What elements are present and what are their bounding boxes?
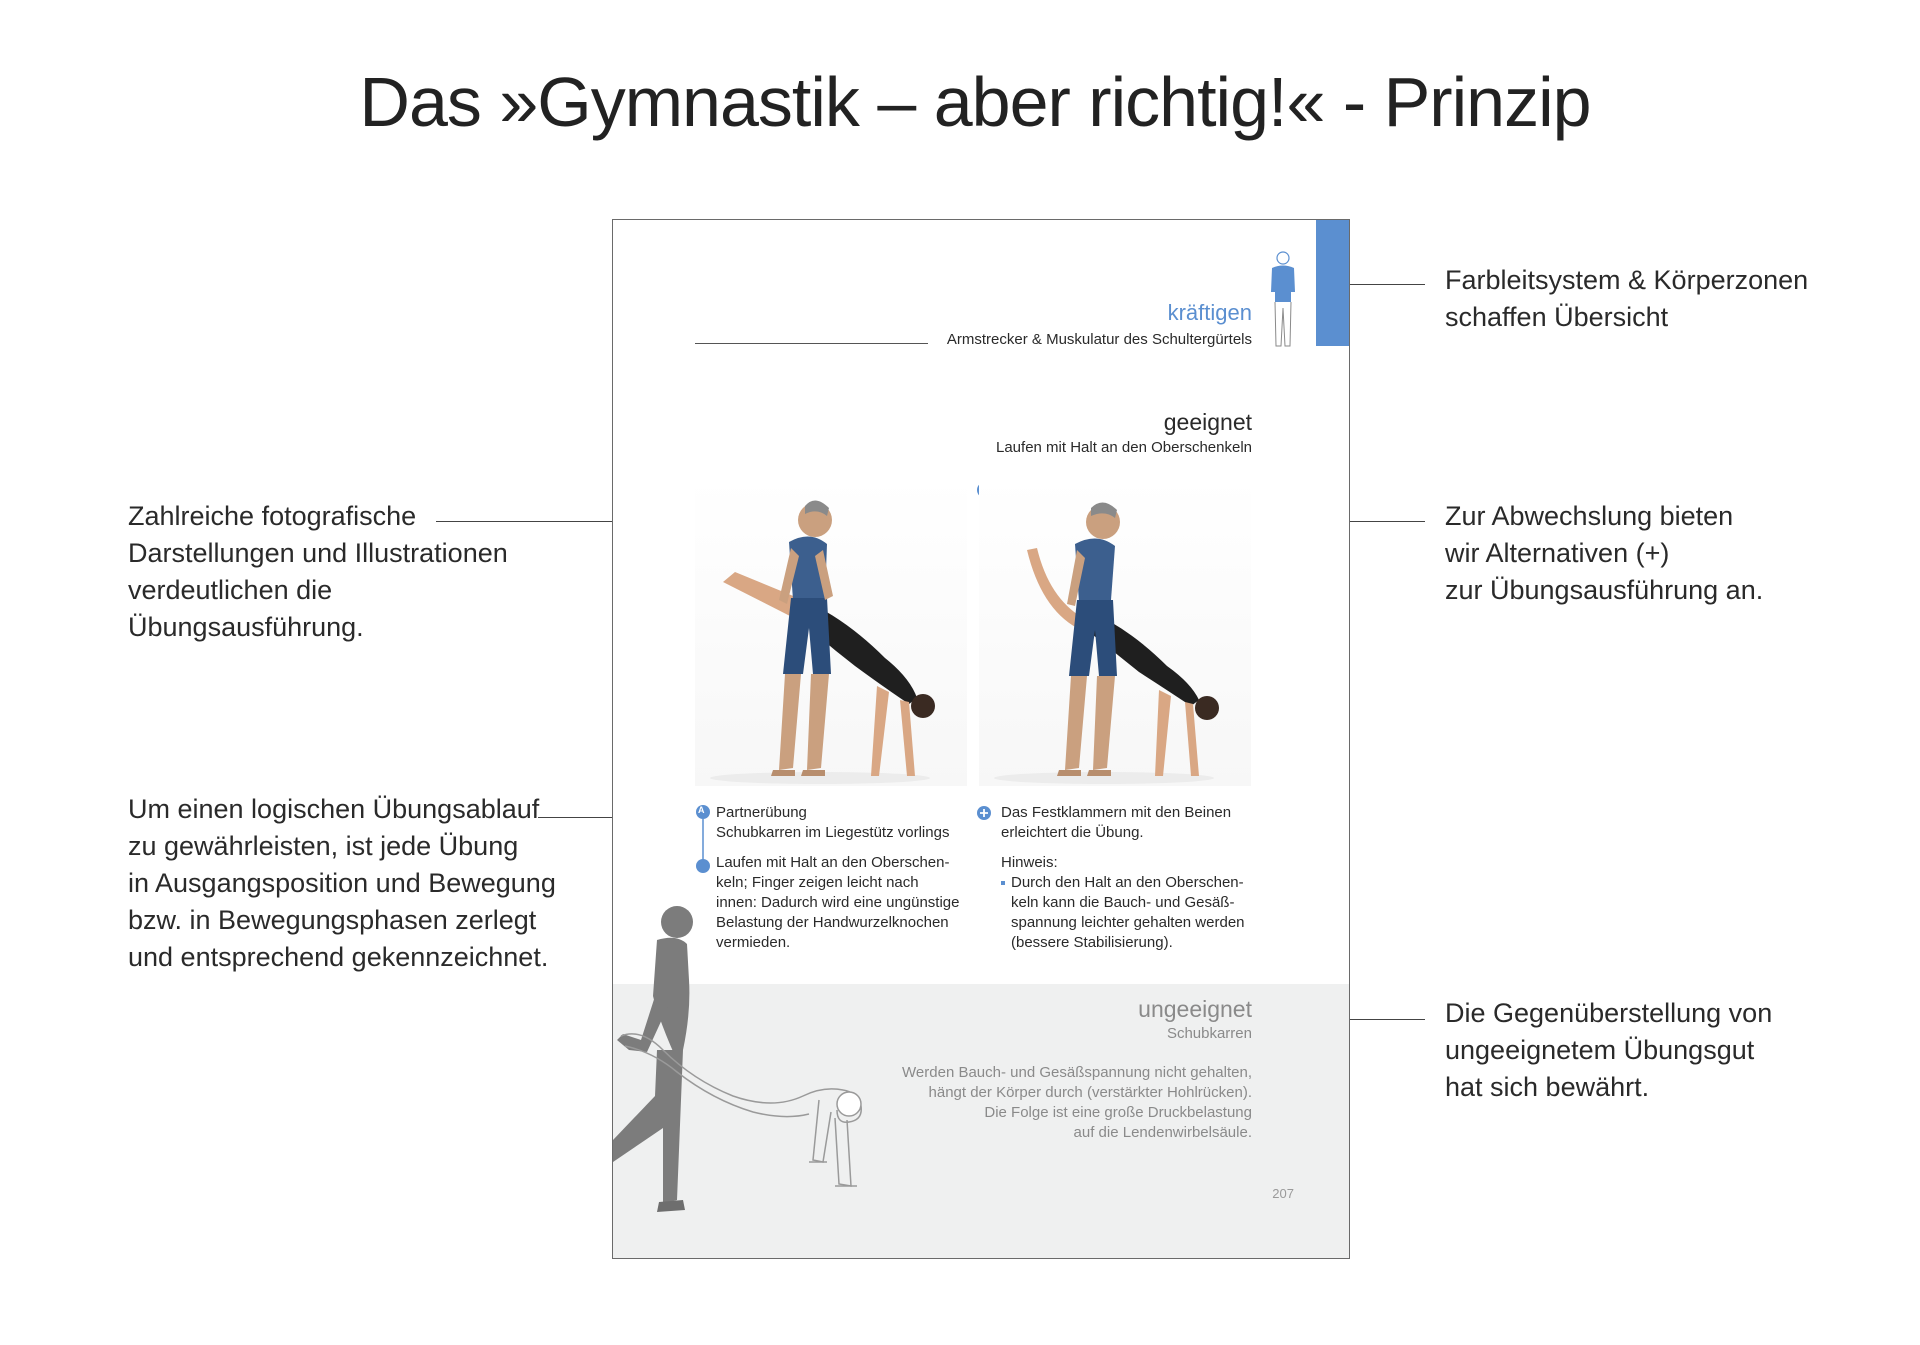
hint-label: Hinweis:	[1001, 854, 1058, 871]
unsuitable-text	[902, 1063, 1252, 1143]
suitable-heading: geeignet	[1163, 409, 1252, 435]
hint-line: spannung leichter gehalten werden	[1011, 914, 1245, 931]
annotation-line: in Ausgangsposition und Bewegung	[128, 868, 556, 898]
annotation-line: ungeeignetem Übungsgut	[1445, 1035, 1755, 1065]
annotation-color-system	[1445, 262, 1808, 336]
step-b-line: Laufen mit Halt an den Oberschen-	[716, 854, 950, 871]
annotation-line: bzw. in Bewegungsphasen zerlegt	[128, 905, 537, 935]
step-a-text	[716, 803, 949, 843]
annotation-line: Die Gegenüberstellung von	[1445, 998, 1773, 1028]
step-b-line: innen: Dadurch wird eine ungünstige	[716, 894, 960, 911]
page-title: Das »Gymnastik – aber richtig!« - Prinzip	[359, 63, 1591, 141]
category-subtitle: Armstrecker & Muskulatur des Schultergürtels	[946, 331, 1252, 348]
step-b-line: Belastung der Handwurzelknochen	[716, 914, 949, 931]
annotation-line: Um einen logischen Übungsablauf	[128, 794, 540, 824]
unsuitable-line: auf die Lendenwirbelsäule.	[1073, 1124, 1252, 1141]
step-a-marker: A	[698, 805, 705, 815]
hint-line: keln kann die Bauch- und Gesäß-	[1011, 894, 1235, 911]
annotation-line: zur Übungsausführung an.	[1445, 575, 1764, 605]
step-b-line: vermieden.	[716, 934, 791, 951]
suitable-subtitle: Laufen mit Halt an den Oberschenkeln	[996, 439, 1252, 456]
alternative-plus-small-icon	[976, 805, 992, 821]
annotation-line: wir Alternativen (+)	[1445, 538, 1670, 568]
annotation-line: Übungsausführung.	[128, 612, 364, 642]
category-title: kräftigen	[1167, 300, 1252, 325]
alternative-line: Das Festklammern mit den Beinen	[1001, 804, 1232, 821]
body-zone-color-bar	[1316, 220, 1349, 346]
book-page	[612, 219, 1350, 1259]
unsuitable-illustration	[613, 900, 933, 1230]
header-rule	[695, 343, 928, 344]
hint-line: (bessere Stabilisierung).	[1011, 934, 1173, 951]
hint-bullet-icon	[1001, 881, 1005, 885]
body-zone-icon	[1266, 250, 1300, 350]
unsuitable-line: hängt der Körper durch (verstärkter Hohlrücken).	[928, 1084, 1252, 1101]
annotation-line: zu gewährleisten, ist jede Übung	[128, 831, 519, 861]
annotation-sequence	[128, 791, 556, 976]
step-b-line: keln; Finger zeigen leicht nach	[716, 874, 919, 891]
annotation-line: Darstellungen und Illustrationen	[128, 538, 508, 568]
annotation-line: Zur Abwechslung bieten	[1445, 501, 1734, 531]
annotation-line: verdeutlichen die	[128, 575, 333, 605]
step-a-line: Partnerübung	[716, 804, 807, 821]
hint-text	[1011, 873, 1245, 953]
annotation-line: und entsprechend gekennzeichnet.	[128, 942, 549, 972]
unsuitable-line: Die Folge ist eine große Druckbelastung	[984, 1104, 1252, 1121]
annotation-line: Farbleitsystem & Körperzonen	[1445, 265, 1809, 295]
alternative-text	[1001, 803, 1231, 843]
annotation-line: Zahlreiche fotografische	[128, 501, 417, 531]
page-number: 207	[1272, 1186, 1294, 1201]
unsuitable-heading: ungeeignet	[1138, 996, 1252, 1022]
annotation-line: hat sich bewährt.	[1445, 1072, 1650, 1102]
unsuitable-line: Werden Bauch- und Gesäßspannung nicht gehalten,	[902, 1064, 1252, 1081]
unsuitable-subtitle: Schubkarren	[1166, 1025, 1252, 1042]
step-a-line: Schubkarren im Liegestütz vorlings	[716, 824, 950, 841]
annotation-alternatives	[1445, 498, 1763, 609]
exercise-photo-alternative	[979, 478, 1251, 786]
alternative-line: erleichtert die Übung.	[1001, 824, 1144, 841]
annotation-comparison	[1445, 995, 1772, 1106]
hint-line: Durch den Halt an den Oberschen-	[1011, 874, 1244, 891]
annotation-line: schaffen Übersicht	[1445, 302, 1669, 332]
exercise-photo-start	[695, 478, 967, 786]
